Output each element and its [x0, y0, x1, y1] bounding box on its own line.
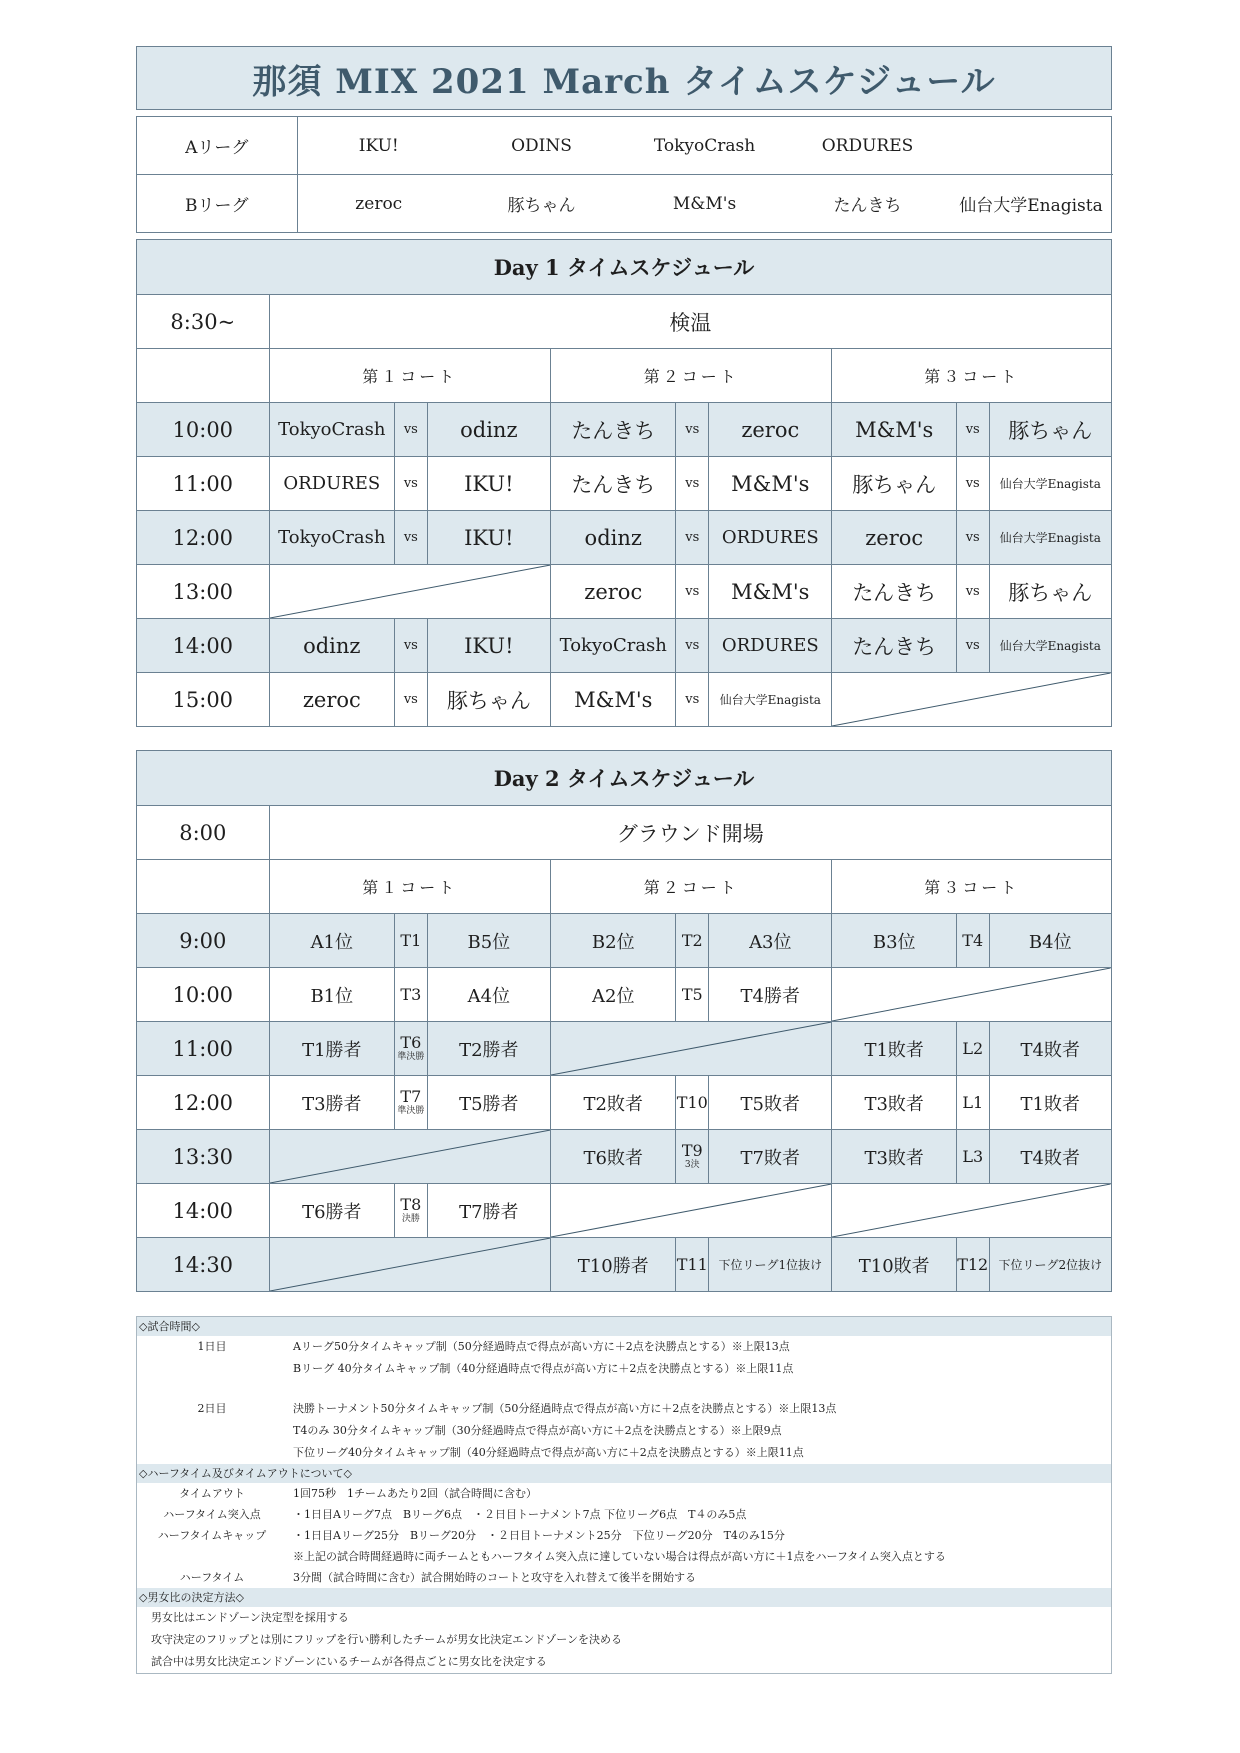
time-cell: 13:00	[137, 565, 270, 619]
slot-away: T5敗者	[709, 1076, 832, 1130]
day2-schedule	[136, 750, 1112, 1292]
slot-away: 下位リーグ1位抜け	[709, 1238, 832, 1292]
match-code: T8	[400, 1195, 422, 1215]
team-away: ORDURES	[709, 619, 832, 673]
team-home: odinz	[551, 511, 676, 565]
note-label: 1日目	[197, 1340, 227, 1353]
time-cell: 14:00	[137, 1184, 270, 1238]
slot-home: T3勝者	[269, 1076, 394, 1130]
team-away: IKU!	[427, 457, 550, 511]
slot-away: T4敗者	[989, 1130, 1111, 1184]
team-name: zeroc	[297, 175, 460, 233]
title-banner	[136, 46, 1112, 110]
team-away: 豚ちゃん	[989, 403, 1111, 457]
match-code: T1	[400, 930, 422, 950]
slot-home: A1位	[269, 914, 394, 968]
league-row-a	[137, 117, 1113, 175]
slot-away: B5位	[427, 914, 550, 968]
empty-slot	[832, 1184, 1112, 1238]
match-id	[676, 1238, 709, 1292]
team-name	[949, 117, 1113, 175]
slot-home: B1位	[269, 968, 394, 1022]
diagonal-line	[832, 968, 1111, 1021]
slot-home: T10敗者	[832, 1238, 956, 1292]
day1-row	[137, 457, 1112, 511]
team-home: たんきち	[551, 457, 676, 511]
day1-row	[137, 511, 1112, 565]
diagonal-line	[551, 1022, 831, 1075]
time-cell: 10:00	[137, 968, 270, 1022]
day1-row	[137, 565, 1112, 619]
match-code: L2	[962, 1038, 984, 1058]
team-away: IKU!	[427, 619, 550, 673]
court-header: 第２コート	[551, 349, 832, 403]
slot-home: T2敗者	[551, 1076, 676, 1130]
team-away: M&M's	[709, 565, 832, 619]
blank-cell	[137, 349, 270, 403]
match-id	[676, 1076, 709, 1130]
team-name: ORDURES	[821, 135, 914, 156]
time-cell: 8:30~	[137, 295, 270, 349]
page-title: 那須 MIX 2021 March タイムスケジュール	[252, 61, 996, 102]
vs-label: vs	[395, 457, 428, 511]
team-home: M&M's	[832, 403, 956, 457]
vs-label: vs	[956, 619, 989, 673]
note-text: Aリーグ50分タイムキャップ制（50分経過時点で得点が高い方に＋2点を決勝点とする）※上限13点	[293, 1340, 790, 1353]
league-name: Aリーグ	[137, 117, 297, 175]
note-label: ハーフタイム	[179, 1571, 245, 1584]
team-home: たんきち	[832, 619, 956, 673]
notes-heading: ◇試合時間◇	[137, 1317, 1111, 1336]
match-id	[956, 1022, 989, 1076]
slot-home: A2位	[551, 968, 676, 1022]
day2-row	[137, 968, 1112, 1022]
court-header: 第１コート	[269, 860, 550, 914]
time-cell: 10:00	[137, 403, 270, 457]
vs-label: vs	[956, 511, 989, 565]
team-home: M&M's	[551, 673, 676, 727]
court-header: 第２コート	[551, 860, 832, 914]
match-id	[956, 1076, 989, 1130]
team-name: 仙台大学Enagista	[949, 175, 1113, 233]
slot-home: T6敗者	[551, 1130, 676, 1184]
match-code: T9	[681, 1141, 703, 1161]
vs-label: vs	[676, 511, 709, 565]
diagonal-line	[270, 1130, 550, 1183]
slot-home: T6勝者	[269, 1184, 394, 1238]
match-code: T10	[676, 1092, 708, 1112]
vs-label: vs	[676, 619, 709, 673]
slot-away: T2勝者	[427, 1022, 550, 1076]
day1-row	[137, 673, 1112, 727]
match-id	[676, 1130, 709, 1184]
schedule-sheet	[136, 46, 1112, 1674]
vs-label: vs	[676, 565, 709, 619]
empty-slot	[269, 1130, 550, 1184]
match-code: L3	[962, 1146, 984, 1166]
event-cell: 検温	[269, 295, 1111, 349]
note-label	[137, 1546, 287, 1567]
team-name: TokyoCrash	[653, 135, 756, 156]
slot-away: B4位	[989, 914, 1111, 968]
team-away: 仙台大学Enagista	[989, 511, 1111, 565]
empty-slot	[832, 673, 1112, 727]
league-row-b	[137, 175, 1113, 233]
slot-home: T3敗者	[832, 1130, 956, 1184]
slot-away: T4勝者	[709, 968, 832, 1022]
note-label: 2日目	[197, 1402, 227, 1415]
slot-away: T4敗者	[989, 1022, 1111, 1076]
match-code: T12	[957, 1254, 989, 1274]
match-id	[395, 968, 428, 1022]
slot-away: A4位	[427, 968, 550, 1022]
team-home: zeroc	[551, 565, 676, 619]
notes-heading: ◇男女比の決定方法◇	[137, 1588, 1111, 1607]
team-name: IKU!	[358, 135, 399, 156]
note-text: 3分間（試合時間に含む）試合開始時のコートと攻守を入れ替えて後半を開始する	[293, 1571, 696, 1584]
time-cell: 15:00	[137, 673, 270, 727]
slot-away: A3位	[709, 914, 832, 968]
day1-schedule	[136, 239, 1112, 727]
match-id	[956, 1238, 989, 1292]
league-name: Bリーグ	[137, 175, 297, 233]
match-round: 決勝	[401, 1213, 420, 1224]
vs-label: vs	[395, 511, 428, 565]
team-away: IKU!	[427, 511, 550, 565]
time-cell: 14:00	[137, 619, 270, 673]
time-cell: 13:30	[137, 1130, 270, 1184]
note-text: Bリーグ 40分タイムキャップ制（40分経過時点で得点が高い方に＋2点を決勝点とする）※上限11点	[293, 1362, 794, 1375]
slot-home: T1勝者	[269, 1022, 394, 1076]
team-home: たんきち	[551, 403, 676, 457]
vs-label: vs	[395, 619, 428, 673]
team-name: ODINS	[511, 135, 572, 156]
team-home: TokyoCrash	[269, 511, 394, 565]
diagonal-line	[832, 673, 1111, 726]
day1-title: Day 1 タイムスケジュール	[137, 240, 1112, 295]
slot-home: T1敗者	[832, 1022, 956, 1076]
slot-home: T3敗者	[832, 1076, 956, 1130]
match-code: T2	[681, 930, 703, 950]
event-cell: グラウンド開場	[269, 806, 1111, 860]
court-header: 第３コート	[832, 349, 1112, 403]
vs-label: vs	[676, 457, 709, 511]
match-code: T4	[962, 930, 984, 950]
match-id	[956, 1130, 989, 1184]
day2-row	[137, 1130, 1112, 1184]
match-round: 準決勝	[397, 1105, 425, 1116]
day2-row	[137, 1184, 1112, 1238]
slot-away: T7勝者	[427, 1184, 550, 1238]
vs-label: vs	[395, 403, 428, 457]
match-id	[395, 914, 428, 968]
team-away: 豚ちゃん	[989, 565, 1111, 619]
team-away: 仙台大学Enagista	[709, 673, 832, 727]
note-text: 試合中は男女比決定エンドゾーンにいるチームが各得点ごとに男女比を決定する	[151, 1655, 547, 1668]
team-home: odinz	[269, 619, 394, 673]
day2-row	[137, 1238, 1112, 1292]
time-cell: 12:00	[137, 1076, 270, 1130]
time-cell: 8:00	[137, 806, 270, 860]
match-code: T11	[676, 1254, 708, 1274]
day2-title: Day 2 タイムスケジュール	[137, 751, 1112, 806]
vs-label: vs	[956, 565, 989, 619]
vs-label: vs	[956, 403, 989, 457]
match-id	[676, 914, 709, 968]
note-text: 攻守決定のフリップとは別にフリップを行い勝利したチームが男女比決定エンドゾーンを決める	[151, 1633, 623, 1646]
day2-row	[137, 1022, 1112, 1076]
team-home: 豚ちゃん	[832, 457, 956, 511]
team-home: TokyoCrash	[269, 403, 394, 457]
team-away: M&M's	[709, 457, 832, 511]
diagonal-line	[270, 565, 550, 618]
court-header: 第３コート	[832, 860, 1112, 914]
slot-away: T7敗者	[709, 1130, 832, 1184]
team-home: zeroc	[832, 511, 956, 565]
team-away: odinz	[427, 403, 550, 457]
note-label: タイムアウト	[179, 1487, 245, 1500]
day1-row	[137, 403, 1112, 457]
match-code: T6	[400, 1033, 422, 1053]
team-away: zeroc	[709, 403, 832, 457]
slot-away: 下位リーグ2位抜け	[989, 1238, 1111, 1292]
vs-label: vs	[676, 403, 709, 457]
vs-label: vs	[956, 457, 989, 511]
team-away: 豚ちゃん	[427, 673, 550, 727]
notes-heading: ◇ハーフタイム及びタイムアウトについて◇	[137, 1464, 1111, 1483]
day2-row	[137, 914, 1112, 968]
court-header: 第１コート	[269, 349, 550, 403]
match-id	[676, 968, 709, 1022]
match-id	[956, 914, 989, 968]
note-label: ハーフタイム突入点	[163, 1508, 261, 1521]
empty-slot	[551, 1184, 832, 1238]
empty-slot	[832, 968, 1112, 1022]
note-text: ※上記の試合時間経過時に両チームともハーフタイム突入点に達していない場合は得点が高い方に＋1点をハーフタイム突入点とする	[293, 1550, 946, 1563]
note-text: 決勝トーナメント50分タイムキャップ制（50分経過時点で得点が高い方に＋2点を決勝点とする）※上限13点	[293, 1402, 837, 1415]
team-name: 豚ちゃん	[460, 175, 623, 233]
match-id	[395, 1184, 428, 1238]
note-text: ・1日目Aリーグ7点 Bリーグ6点 ・２日目トーナメント7点 下位リーグ6点 T４のみ5点	[293, 1508, 747, 1521]
match-code: T3	[400, 984, 422, 1004]
day1-row	[137, 619, 1112, 673]
note-text: ・1日目Aリーグ25分 Bリーグ20分 ・２日目トーナメント25分 下位リーグ20分 T4のみ15分	[293, 1529, 785, 1542]
slot-home: T10勝者	[551, 1238, 676, 1292]
team-home: たんきち	[832, 565, 956, 619]
slot-away: T1敗者	[989, 1076, 1111, 1130]
note-text: T4のみ 30分タイムキャップ制（30分経過時点で得点が高い方に＋2点を決勝点とする）※上限9点	[293, 1424, 782, 1437]
note-label: ハーフタイムキャップ	[157, 1529, 267, 1542]
day2-row	[137, 1076, 1112, 1130]
diagonal-line	[270, 1238, 550, 1291]
time-cell: 12:00	[137, 511, 270, 565]
slot-away: T5勝者	[427, 1076, 550, 1130]
team-home: ORDURES	[269, 457, 394, 511]
team-home: TokyoCrash	[551, 619, 676, 673]
slot-home: B2位	[551, 914, 676, 968]
note-text: 1回75秒 1チームあたり2回（試合時間に含む）	[293, 1487, 537, 1500]
vs-label: vs	[395, 673, 428, 727]
slot-home: B3位	[832, 914, 956, 968]
league-table	[136, 116, 1112, 233]
time-cell: 11:00	[137, 1022, 270, 1076]
blank-cell	[137, 860, 270, 914]
diagonal-line	[832, 1184, 1111, 1237]
match-code: T7	[400, 1087, 422, 1107]
match-id	[395, 1022, 428, 1076]
empty-slot	[269, 565, 550, 619]
match-round: 3決	[684, 1159, 700, 1170]
match-id	[395, 1076, 428, 1130]
team-name: たんきち	[786, 175, 949, 233]
time-cell: 14:30	[137, 1238, 270, 1292]
team-home: zeroc	[269, 673, 394, 727]
time-cell: 9:00	[137, 914, 270, 968]
match-code: T5	[681, 984, 703, 1004]
rules-notes	[136, 1316, 1112, 1674]
diagonal-line	[551, 1184, 831, 1237]
team-away: 仙台大学Enagista	[989, 619, 1111, 673]
match-round: 準決勝	[397, 1051, 425, 1062]
empty-slot	[269, 1238, 550, 1292]
note-text: 男女比はエンドゾーン決定型を採用する	[151, 1611, 349, 1624]
team-away: 仙台大学Enagista	[989, 457, 1111, 511]
empty-slot	[551, 1022, 832, 1076]
note-text: 下位リーグ40分タイムキャップ制（40分経過時点で得点が高い方に＋2点を決勝点とする）※上限11点	[293, 1446, 804, 1459]
vs-label: vs	[676, 673, 709, 727]
match-code: L1	[962, 1092, 984, 1112]
team-away: ORDURES	[709, 511, 832, 565]
team-name: M&M's	[623, 175, 786, 233]
time-cell: 11:00	[137, 457, 270, 511]
